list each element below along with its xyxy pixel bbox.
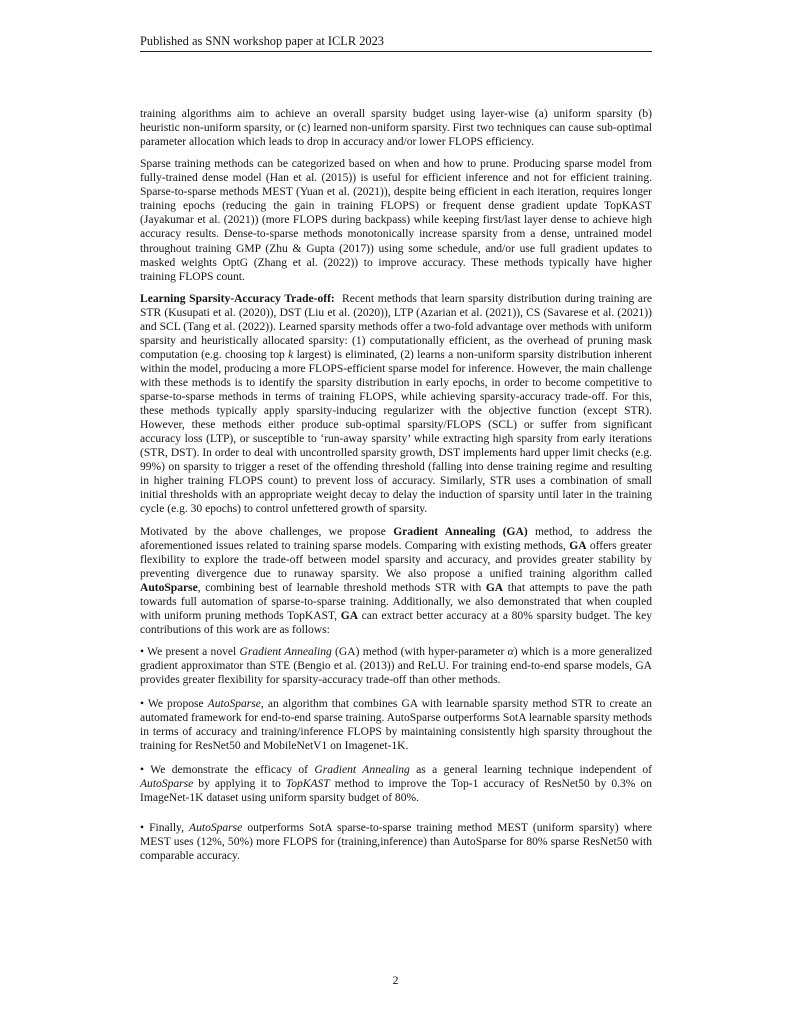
paragraph-heading: Learning Sparsity-Accuracy Trade-off: — [140, 292, 335, 305]
page-number: 2 — [392, 973, 399, 987]
math-k: k — [288, 348, 294, 361]
contribution-bullet-gradient-annealing: • We present a novel Gradient Annealing (GA) method (with hyper-parameter α) which is a more generalized gradient approximator than STE (Bengio et al. (2013)) and ReLU. For training end-to-end sparse models, GA provides greater flexibility for sparsity-accuracy trade-off than other methods. — [140, 646, 652, 687]
contribution-bullet-autosparse: • We propose AutoSparse, an algorithm that combines GA with learnable sparsity method STR to create an automated framework for end-to-end sparse training. AutoSparse outperforms SotA learnable sparsity methods in terms of accuracy and training/inference FLOPS by maintaining consistently high sparsity throughout the training for ResNet50 and MobileNetV1 on Imagenet-1K. — [140, 697, 652, 752]
paragraph-motivation: Motivated by the above challenges, we propose Gradient Annealing (GA) method, to address the aforementioned issues related to training sparse models. Comparing with existing methods, GA offers greater flexibility to explore the trade-off between model sparsity and accuracy, and provides greater stability by preventing divergence due to runaway sparsity. We also propose a unified training algorithm called AutoSparse, combining best of learnable threshold methods STR with GA that attempts to pave the path towards full automation of sparse-to-sparse training. Additionally, we also demonstrated that when coupled with uniform pruning methods TopKAST, GA can extract better accuracy at a 80% sparsity budget. The key contributions of this work are as follows: — [140, 525, 653, 636]
body-text — [140, 107, 652, 872]
contribution-bullet-mest-comparison: • Finally, AutoSparse outperforms SotA sparse-to-sparse training method MEST (uniform sparsity) where MEST uses (12%, 50%) more FLOPS for (training,inference) than AutoSparse for 80% sparse ResNet50 with comparable accuracy. — [140, 821, 653, 862]
running-header: Published as SNN workshop paper at ICLR 2023 — [140, 33, 652, 52]
paragraph-sparsity-budget: training algorithms aim to achieve an overall sparsity budget using layer-wise (a) uniform sparsity (b) heuristic non-uniform sparsity, or (c) learned non-uniform sparsity. First two techniques can cause sub-optimal parameter allocation which leads to drop in accuracy and/or lower FLOPS efficiency. — [140, 108, 652, 149]
contribution-bullet-topkast: • We demonstrate the efficacy of Gradient Annealing as a general learning technique independent of AutoSparse by applying it to TopKAST method to improve the Top-1 accuracy of ResNet50 by 0.3% on ImageNet-1K dataset using uniform sparsity budget of 80%. — [140, 763, 652, 804]
paragraph-sparse-training-methods: Sparse training methods can be categorized based on when and how to prune. Producing sparse model from fully-trained dense model (Han et al. (2015)) is useful for efficient inference and not for efficient training. Sparse-to-sparse methods MEST (Yuan et al. (2021)), despite being efficient in each iteration, requires longer training epochs (reducing the gain in training FLOPS) or frequent dense gradient update TopKAST (Jayakumar et al. (2021)) (more FLOPS during backpass) while keeping first/last layer dense to achieve high accuracy results. Dense-to-sparse methods monotonically increase sparsity from a dense, untrained model throughout training GMP (Zhu & Gupta (2017)) using some schedule, and/or use full gradient updates to masked weights OptG (Zhang et al. (2022)) to improve accuracy. These methods typically have higher training FLOPS count. — [140, 158, 652, 283]
paragraph-learning-tradeoff: Learning Sparsity-Accuracy Trade-off: Recent methods that learn sparsity distribution during training are STR (Kusupati et al. (2020)), DST (Liu et al. (2020)), LTP (Azarian et al. (2021)), CS (Savarese et al. (2021)) and SCL (Tang et al. (2022)). Learned sparsity methods offer a two-fold advantage over methods with uniform sparsity and heuristically allocated sparsity: (1) computationally efficient, as the overhead of pruning mask computation (e.g. choosing top k largest) is eliminated, (2) learns a non-uniform sparsity distribution inherent within the model, producing a more FLOPS-efficient sparse model for inference. However, the main challenge with these methods is to identify the sparsity distribution in early epochs, in order to become competitive to sparse-to-sparse methods in terms of training FLOPS, while achieving sparsity-accuracy trade-off. For this, these methods typically apply sparsity-inducing regularizer with the objective function (except STR). However, these methods either produce sub-optimal sparsity/FLOPS (SCL) or suffer from significant accuracy loss (LTP), or susceptible to ‘run-away sparsity’ while extracting high sparsity from early iterations (STR, DST). In order to deal with uncontrolled sparsity growth, DST implements hard upper limit checks (e.g. 99%) on sparsity to trigger a reset of the offending threshold (falling into dense training regime and resulting in higher training FLOPS count) to prevent loss of accuracy. Similarly, STR uses a combination of small initial thresholds with an appropriate weight decay to delay the induction of sparsity until later in the training cycle (e.g. 30 epochs) to control unfettered growth of sparsity. — [140, 292, 652, 516]
